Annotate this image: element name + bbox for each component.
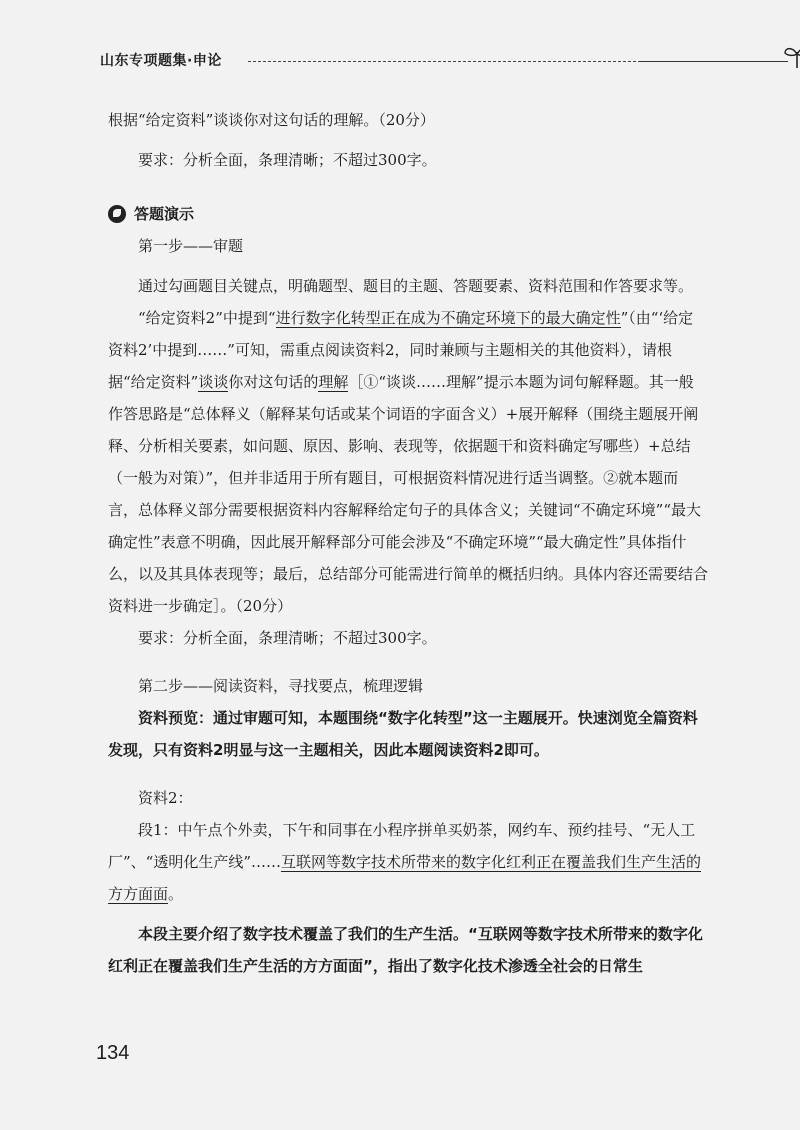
step1-requirement: 要求：分析全面，条理清晰；不超过300字。 bbox=[138, 629, 437, 647]
step1-text-b: ”（由“‘给定资料2’中提到……”可知，需重点阅读资料2，同时兼顾与主题相关的其他资料），请根据“给定资料” bbox=[108, 309, 694, 391]
step1-title: 第一步——审题 bbox=[138, 237, 244, 255]
material-analysis: 本段主要介绍了数字技术覆盖了我们的生产生活。“互联网等数字技术所带来的数字化红利正在覆盖我们生产生活的方方面面”，指出了数字化技术渗透全社会的日常生 bbox=[108, 925, 703, 975]
sprout-icon bbox=[782, 42, 800, 70]
step1-text-c: 你对这句话的 bbox=[228, 373, 319, 391]
page-content bbox=[108, 104, 708, 982]
material-underlined: 互联网等数字技术所带来的数字化红利正在覆盖我们生产生活的方方面面 bbox=[108, 853, 702, 903]
step1-intro: 通过勾画题目关键点，明确题型、题目的主题、答题要素、资料范围和作答要求等。 bbox=[138, 277, 694, 295]
step1-underlined-keyword-1: 谈谈 bbox=[198, 373, 229, 391]
header-rule-solid bbox=[640, 61, 788, 62]
leaf-badge-icon bbox=[108, 205, 126, 223]
step2-title: 第二步——阅读资料，寻找要点，梳理逻辑 bbox=[138, 677, 424, 695]
page-number: 134 bbox=[96, 1042, 130, 1064]
step1-underlined-keyword-2: 理解 bbox=[318, 373, 349, 391]
header-title: 山东专项题集·申论 bbox=[100, 53, 222, 69]
question-requirement: 要求：分析全面，条理清晰；不超过300字。 bbox=[138, 151, 437, 169]
section-title: 答题演示 bbox=[134, 205, 195, 223]
section-heading bbox=[108, 198, 708, 230]
material-paragraph-1 bbox=[108, 814, 708, 910]
material-text-end: 。 bbox=[168, 885, 184, 903]
step1-text-d: ［①“谈谈……理解”提示本题为词句解释题。其一般作答思路是“总体释义（解释某句话或某个词语的字面含义）+展开解释（围绕主题展开阐释、分析相关要素，如问题、原因、影响、表现等，依据题干和资料确定写哪些）+总结（一般为对策）”，但并非适用于所有题目，可根据资料情况进行适当调整。②就本题而言，总体释义部分需要根据资料内容解释给定句子的具体含义；关键词“不确定环境”“最大确定性”表意不明确，因此展开解释部分可能会涉及“不确定环境”“最大确定性”具体指什么，以及其具体表现等；最后，总结部分可能需进行简单的概括归纳。具体内容还需要结合资料进一步确定］。（20分） bbox=[108, 373, 709, 615]
step1-underlined-quote: 进行数字化转型正在成为不确定环境下的最大确定性 bbox=[275, 309, 621, 327]
material-label: 资料2： bbox=[138, 789, 193, 807]
question-prompt: 根据“给定资料”谈谈你对这句话的理解。（20分） bbox=[108, 111, 435, 129]
step2-preview: 资料预览：通过审题可知，本题围绕“数字化转型”这一主题展开。快速浏览全篇资料发现，只有资料2明显与这一主题相关，因此本题阅读资料2即可。 bbox=[108, 709, 698, 759]
step1-text-a: “给定资料2”中提到“ bbox=[138, 309, 276, 327]
step1-analysis bbox=[108, 302, 708, 622]
material-text-a: 段1：中午点个外卖，下午和同事在小程序拼单买奶茶，网约车、预约挂号、“无人工厂”、“透明化生产线”…… bbox=[108, 821, 696, 871]
running-header bbox=[100, 48, 720, 72]
